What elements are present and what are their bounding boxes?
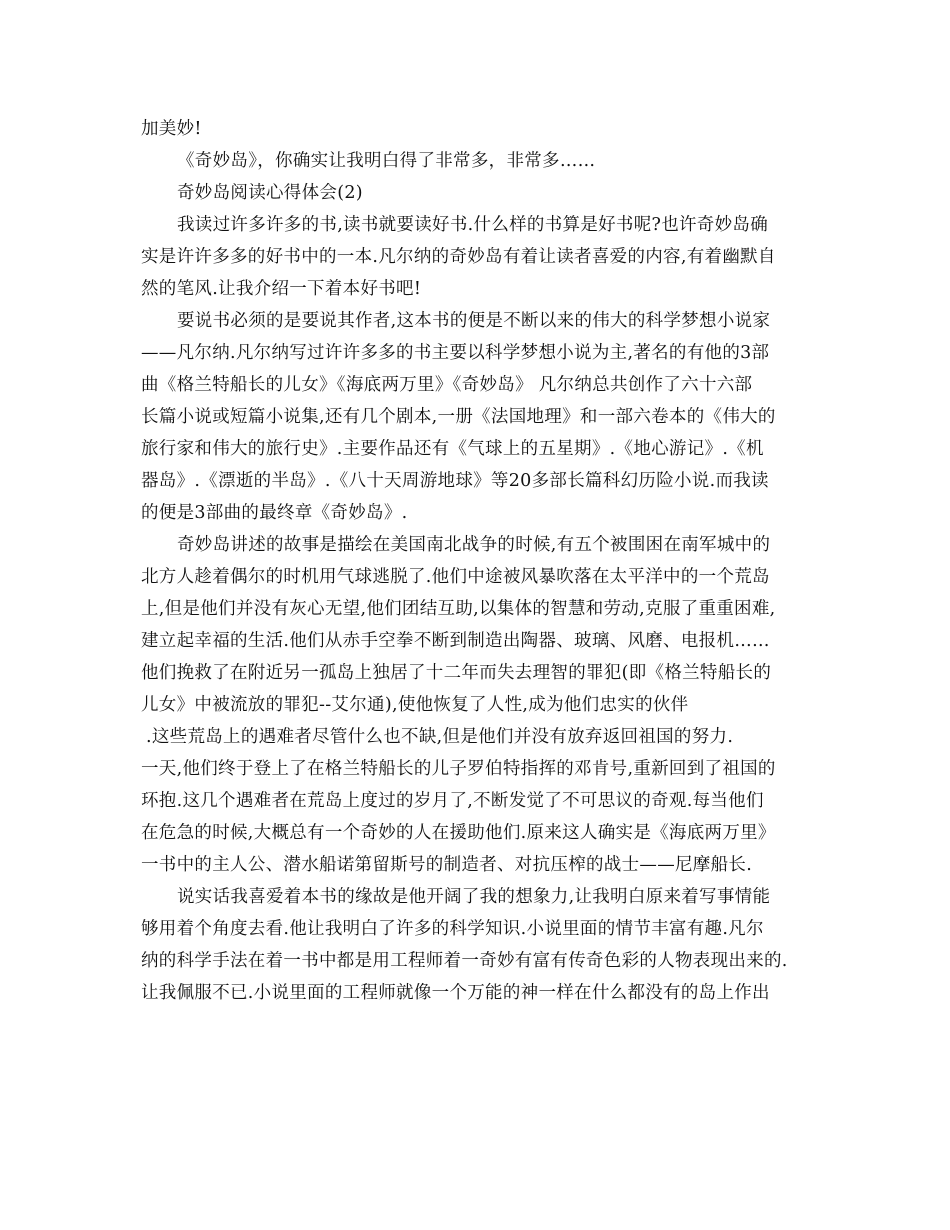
paragraph-start: 奇妙岛讲述的故事是描绘在美国南北战争的时候,有五个被围困在南军城中的: [177, 535, 771, 555]
text-line: 建立起幸福的生活.他们从赤手空拳不断到制造出陶器、玻璃、风磨、电报机……: [141, 631, 770, 651]
text-line: 长篇小说或短篇小说集,还有几个剧本,一册《法国地理》和一部六卷本的《伟大的: [141, 407, 776, 427]
text-line: 让我佩服不已.小说里面的工程师就像一个万能的神一样在什么都没有的岛上作出: [141, 983, 770, 1003]
text-line: 《奇妙岛》，你确实让我明白得了非常多，非常多……: [177, 151, 596, 171]
text-line: 够用着个角度去看.他让我明白了许多的科学知识.小说里面的情节丰富有趣.凡尔: [141, 919, 764, 939]
text-line: 然的笔风.让我介绍一下着本好书吧!: [141, 279, 422, 299]
section-heading: 奇妙岛阅读心得体会(2): [177, 183, 363, 203]
paragraph-start: 我读过许多许多的书,读书就要读好书.什么样的书算是好书呢?也许奇妙岛确: [177, 215, 769, 235]
document-body: [141, 113, 813, 1009]
text-line: 器岛》.《漂逝的半岛》.《八十天周游地球》等20多部长篇科幻历险小说.而我读: [141, 471, 769, 491]
paragraph-start: 说实话我喜爱着本书的缘故是他开阔了我的想象力,让我明白原来着写事情能: [177, 887, 771, 907]
text-line: 加美妙!: [141, 119, 202, 139]
text-line: 曲《格兰特船长的儿女》《海底两万里》《奇妙岛》 凡尔纳总共创作了六十六部: [141, 375, 753, 395]
text-line: .这些荒岛上的遇难者尽管什么也不缺,但是他们并没有放弃返回祖国的努力.: [146, 727, 734, 747]
text-line: 环抱.这几个遇难者在荒岛上度过的岁月了,不断发觉了不可思议的奇观.每当他们: [141, 791, 764, 811]
text-line: 的便是3部曲的最终章《奇妙岛》.: [141, 503, 408, 523]
text-line: 一天,他们终于登上了在格兰特船长的儿子罗伯特指挥的邓肯号,重新回到了祖国的: [141, 759, 776, 779]
text-line: 纳的科学手法在着一书中都是用工程师着一奇妙有富有传奇色彩的人物表现出来的.: [141, 951, 788, 971]
text-line: 儿女》中被流放的罪犯--艾尔通),使他恢复了人性,成为他们忠实的伙伴: [141, 695, 689, 715]
text-line: 一书中的主人公、潜水船诺第留斯号的制造者、对抗压榨的战士——尼摩船长.: [141, 855, 753, 875]
paragraph-start: 要说书必须的是要说其作者,这本书的便是不断以来的伟大的科学梦想小说家: [177, 311, 771, 331]
text-line: ——凡尔纳.凡尔纳写过许许多多的书主要以科学梦想小说为主,著名的有他的3部: [141, 343, 770, 363]
text-line: 实是许许多多的好书中的一本.凡尔纳的奇妙岛有着让读者喜爱的内容,有着幽默自: [141, 247, 776, 267]
text-line: 上,但是他们并没有灰心无望,他们团结互助,以集体的智慧和劳动,克服了重重困难,: [141, 599, 776, 619]
text-line: 他们挽救了在附近另一孤岛上独居了十二年而失去理智的罪犯(即《格兰特船长的: [141, 663, 772, 683]
text-line: 旅行家和伟大的旅行史》.主要作品还有《气球上的五星期》.《地心游记》.《机: [141, 439, 764, 459]
text-line: 在危急的时候,大概总有一个奇妙的人在援助他们.原来这人确实是《海底两万里》: [141, 823, 776, 843]
text-line: 北方人趁着偶尔的时机用气球逃脱了.他们中途被风暴吹落在太平洋中的一个荒岛: [141, 567, 770, 587]
